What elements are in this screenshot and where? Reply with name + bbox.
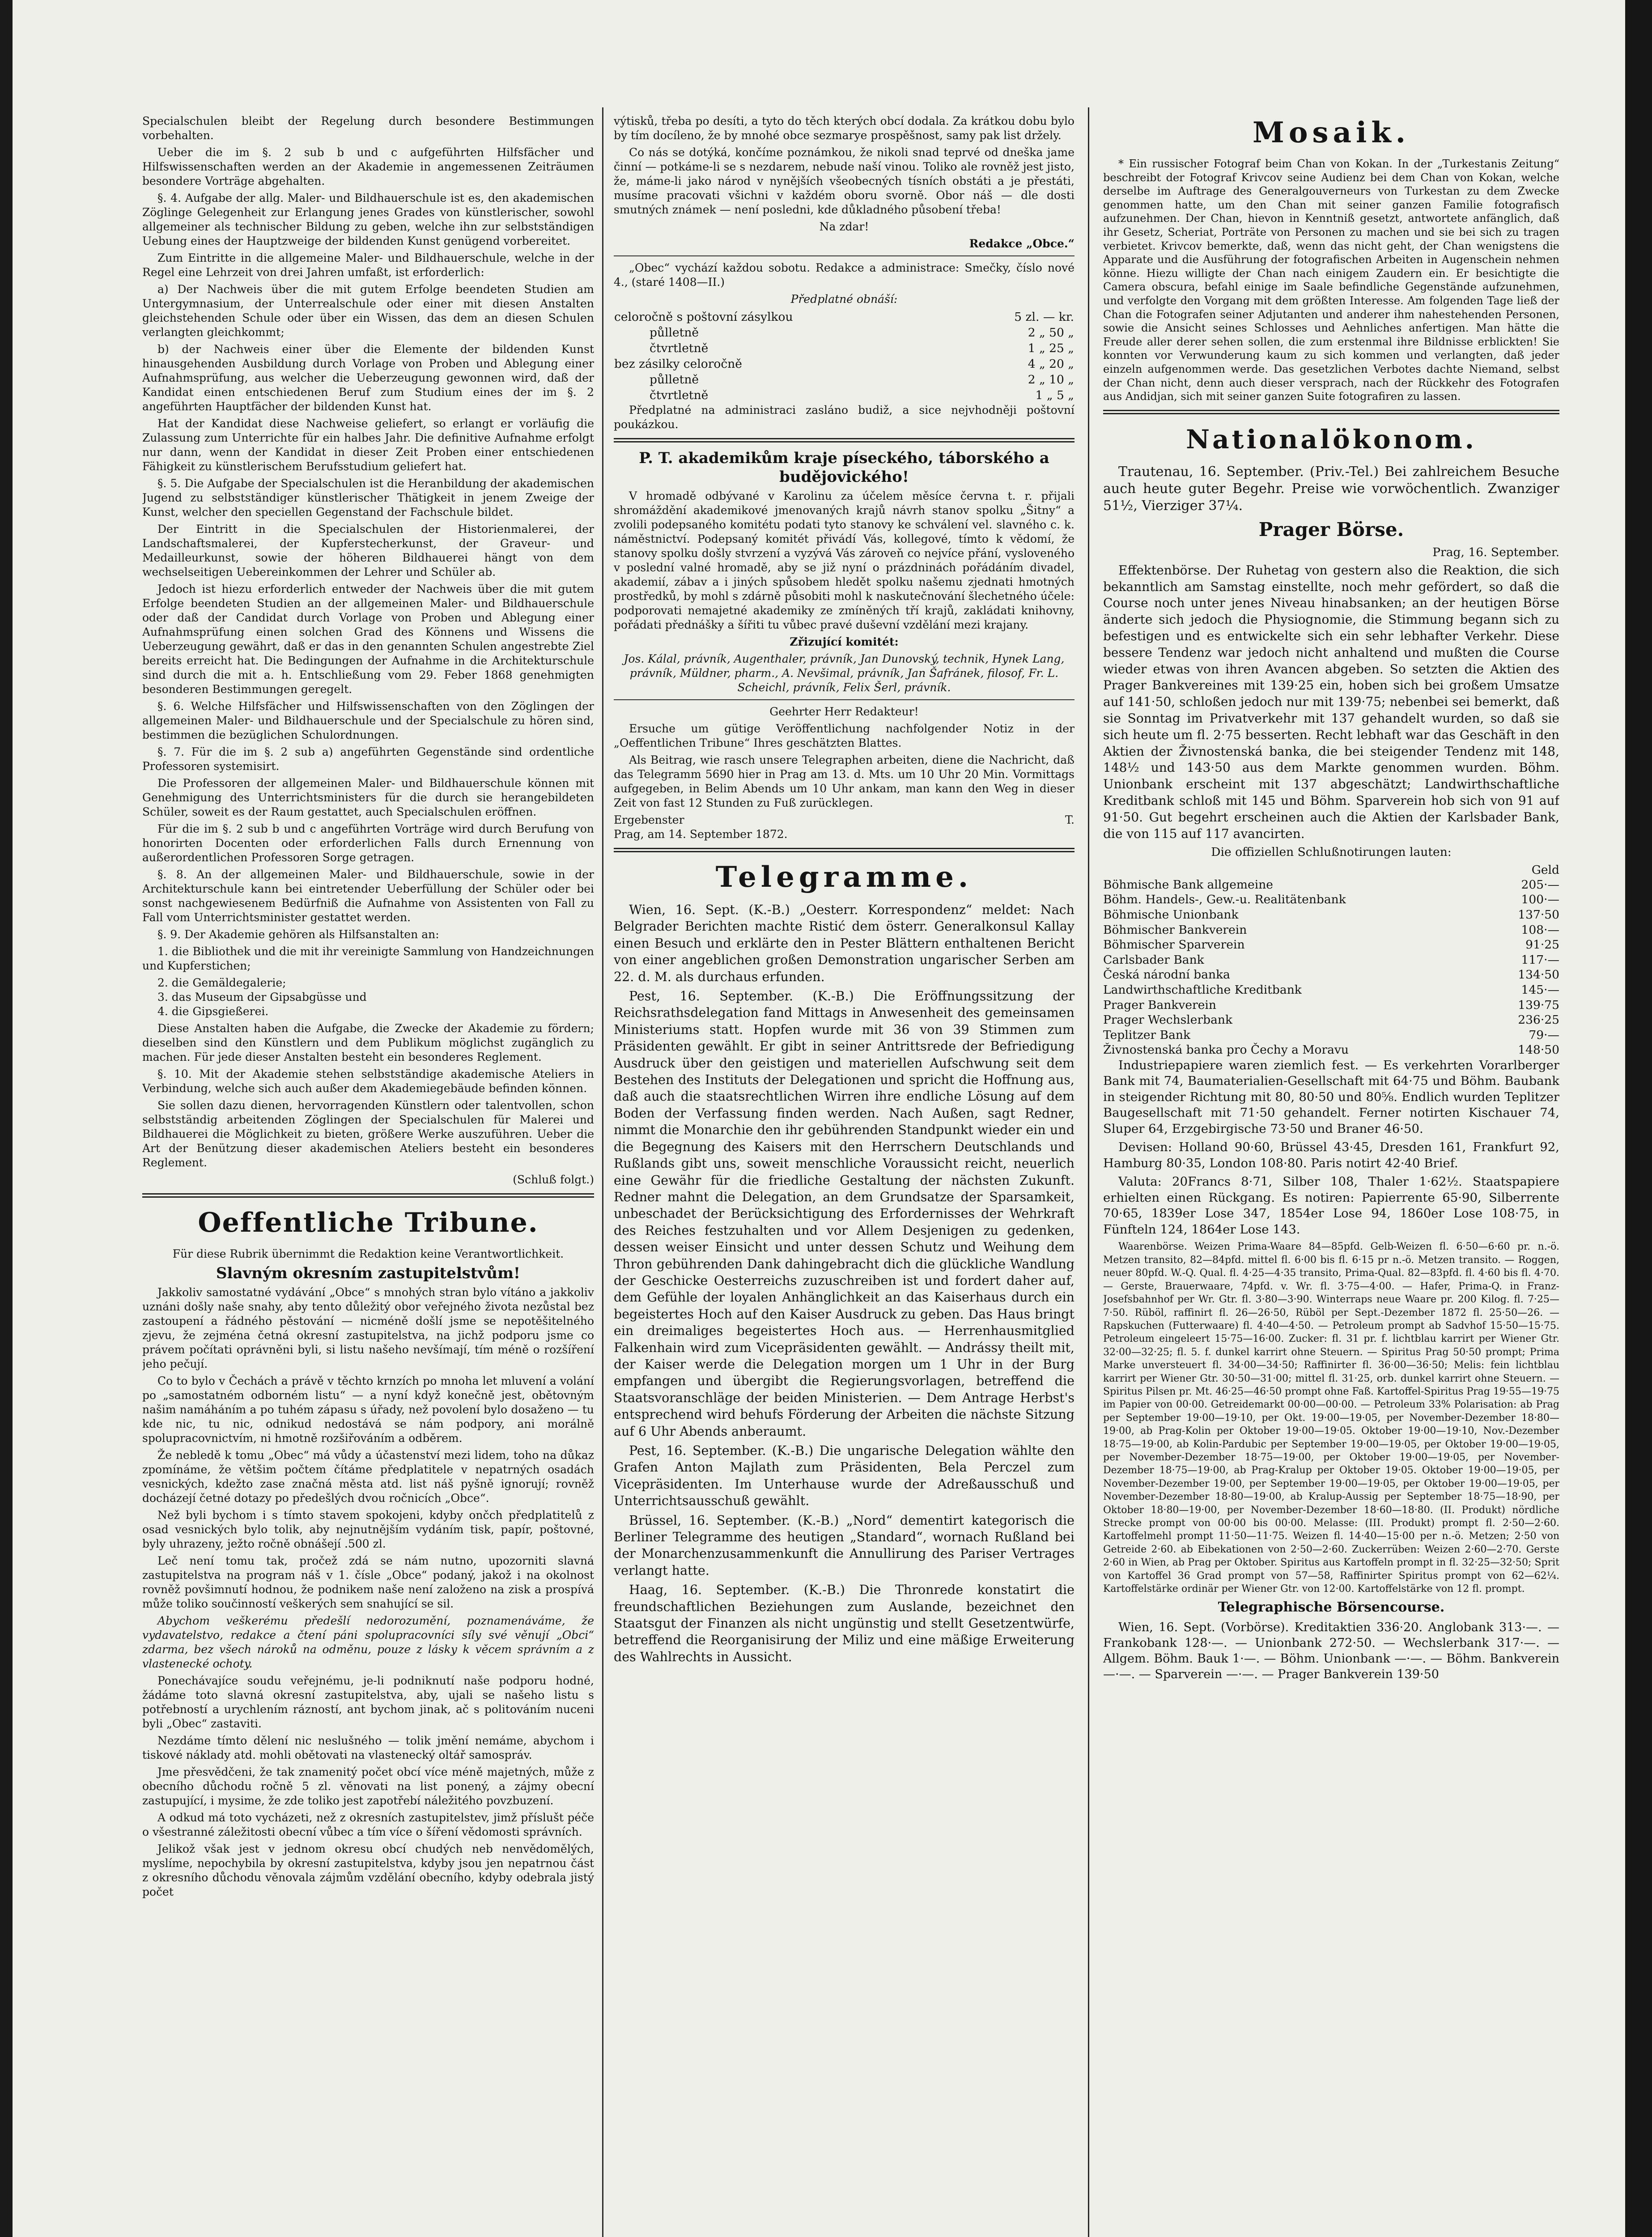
statute-para: Der Eintritt in die Specialschulen der Historienmalerei, der Landschaftsmalerei, der Kupferstecherkunst, der Graveur- und Medailleurkunst, sowie der höheren Bildhauerei hängt von dem wechselseitigen Uebereinkommen der Lehrer und Schüler ab. <box>142 523 594 578</box>
statute-para: §. 5. Die Aufgabe der Specialschulen ist die Heranbildung der akademischen Jugend zu selbstständiger künstlerischer Thätigkeit in jenem Zweige der Kunst, welcher den speciellen Gegenstand der Fachschule bildet. <box>142 477 594 519</box>
slavnym-para: Jakkoliv samostatné vydávání „Obce“ s mnohých stran bylo vítáno a jakkoliv uznáni došly naše snahy, aby tento důležitý obor veřejného života nezůstal bez zastoupení a řádného pěstování — nicméně došlí jsme se nepotěšitelného zjevu, že zejména četná okresní zastupitelstva, na jichž podporu jsme co právem počítati oprávněni byli, si listu našeho nevšímají, tím méně o rozšíření jeho pečují. <box>142 1286 594 1370</box>
mosaik-heading: Mosaik. <box>1253 116 1410 149</box>
statute-para: Jedoch ist hiezu erforderlich entweder der Nachweis über die mit gutem Erfolge beendeten Studien an der allgemeinen Maler- und Bildhauerschule oder daß der Candidat durch Vorlage von Proben und Ablegung einer Aufnahmsprüfung einen solchen Grad des Könnens und Wissens die Ueberzeugung gewährt, daß er das in den genannten Schulen angestrebte Ziel bereits erreicht hat. Die Bedingungen der Aufnahme in die Architekturschule sind durch die mit a. h. Entschließung vom 29. Feber 1868 genehmigten besonderen Bestimmungen geregelt. <box>142 583 594 696</box>
academy-statute-text <box>142 114 594 1187</box>
table-row: půlletně 2 „ 50 „ <box>650 326 1074 340</box>
telegram-para: Pest, 16. September. (K.-B.) Die ungarische Delegation wählte den Grafen Anton Majlath zum Präsidenten, Bela Perczel zum Vicepräsidenten. Im Unterhause wurde der Adreßausschuß und Unterrichtsausschuß gewählt. <box>614 1443 1074 1509</box>
obec-intro: výtisků, třeba po desíti, a tyto do těch kterých obcí dodala. Za krátkou dobu bylo by tím docíleno, že by mnohé obce sezmarye prospěšnost, samy pak list držely. <box>614 115 1074 142</box>
prag-dateline: Prag, 16. September. <box>1432 545 1559 559</box>
statute-para: Für die im §. 2 sub b und c angeführten Vorträge wird durch Berufung von honorirten Docenten oder erforderlichen Falls durch Ernennung von außerordentlichen Professoren Sorge getragen. <box>142 822 594 864</box>
slavnym-para: Že nebledě k tomu „Obec“ má vůdy a účastenství mezi lidem, toho na důkaz zpomínáme, že většim počtem čítáme předplatitele v nepatrných osadách vesnických, kdežto zase značná města atd. list náš pyšně ignorují; rovněž docházejí četné dotazy po předešlých dvou ročnicích „Obce“. <box>142 1449 594 1505</box>
obec-redakce-sign: Redakce „Obce.“ <box>969 237 1074 250</box>
prager-borse-heading: Prager Börse. <box>1258 518 1404 540</box>
column-rule-2 <box>1088 107 1089 2237</box>
letter-ergebenster: Ergebenster T. <box>614 813 1074 826</box>
section-divider <box>614 848 1074 852</box>
predplatne-table <box>614 309 1074 403</box>
table-row: čtvrtletně 1 „ 5 „ <box>650 388 1074 402</box>
slavnym-para: Jelikož však jest v jednom okresu obcí chudých neb nenvědomělých, myslíme, nepochybila by okresní zastupitelstva, kdyby jsou jen nepatrnou část z okresního důchodu věnovala zájmům vzdělání obecního, kdyby odebrala jistý počet <box>142 1842 594 1898</box>
predplatne-note: Předplatné na administraci zasláno budiž, a sice nejvhodněji poštovní poukázkou. <box>614 404 1074 431</box>
statute-para: §. 10. Mit der Akademie stehen selbstständige akademische Ateliers in Verbindung, welche sich auch außer dem Akademiegebäude befinden können. <box>142 1067 594 1095</box>
table-row: Böhmische Bank allgemeine 205·— <box>1103 877 1559 892</box>
telegramme-text <box>614 902 1074 1665</box>
tribune-disclaimer: Für diese Rubrik übernimmt die Redaktion keine Verantwortlichkeit. <box>172 1247 564 1260</box>
letter-salutation: Geehrter Herr Redakteur! <box>769 705 919 718</box>
letter-to-editor <box>614 705 1074 842</box>
statute-para: 2. die Gemäldegalerie; <box>157 976 286 989</box>
statute-para: a) Der Nachweis über die mit gutem Erfolge beendeten Studien am Untergymnasium, der Unterrealschule oder einer mit diesen Anstalten gleichstehenden Schule oder über ein Wissen, das dem an diesen Schulen verlangten gleichkommt; <box>142 283 594 339</box>
table-row: čtvrtletně 1 „ 25 „ <box>650 341 1074 355</box>
slavnym-para: Než byli bychom i s tímto stavem spokojeni, kdyby ončch předplatitelů z osad vesnických bylo tolik, aby nejnutnějším vydáním tisk, papír, poštovné, byly uhrazeny, ježto ročně obnášejí .500 zl. <box>142 1509 594 1550</box>
telegramme-heading: Telegramme. <box>715 860 973 894</box>
statute-para: §. 4. Aufgabe der allg. Maler- und Bildhauerschule ist es, den akademischen Zöglinge Gelegenheit zur Erlangung jenes Grades von künstlerischer, sowohl allgemeiner als technischer Bildung zu geben, welche ihn zur selbstständigen Uebung eines der Hauptzweige der bildenden Kunst genügend vorbereitet. <box>142 191 594 247</box>
statute-para: §. 7. Für die im §. 2 sub a) angeführten Gegenstände sind ordentliche Professoren systemisirt. <box>142 745 594 773</box>
statute-para: Hat der Kandidat diese Nachweise geliefert, so erlangt er vorläufig die Zulassung zum Unterrichte für ein halbes Jahr. Die definitive Aufnahme erfolgt nur dann, wenn der Kandidat in dieser Zeit Proben einer entschiedenen Fähigkeit zu künstlerischem Berufsstudium geliefert hat. <box>142 417 594 473</box>
table-row: Česká národní banka 134·50 <box>1103 968 1559 982</box>
statute-para: Die Professoren der allgemeinen Maler- und Bildhauerschule können mit Genehmigung des Unterrichtsministers für die durch sie herangebildeten Schüler, soweit es der Raum gestattet, auch Specialschulen eröffnen. <box>142 777 594 818</box>
akademikum-text <box>614 489 1074 695</box>
table-row: Živnostenská banka pro Čechy a Moravu 148·50 <box>1103 1043 1559 1057</box>
notirungen-table <box>1103 877 1559 1058</box>
slavnym-para: Jme přesvědčeni, že tak znamenitý počet obcí více méně majetných, může z obecního důchodu ročně 5 zl. věnovati na list ponený, a zájmy obecní zastupující, i mysime, že zde toliko jest zapotřebí náležitého povzbuzení. <box>142 1765 594 1807</box>
statute-para: §. 8. An der allgemeinen Maler- und Bildhauerschule, sowie in der Architekturschule kann bei eintretender Ueberfüllung der Schüler oder bei sonst nachgewiesenem Bedürfniß die Aufnahme von Assistenten von Fall zu Fall vom Unterrichtsminister gestattet werden. <box>142 868 594 924</box>
divider <box>614 699 1074 700</box>
telegram-para: Haag, 16. September. (K.-B.) Die Thronrede konstatirt die freundschaftlichen Beziehungen zum Auslande, bezeichnet den Staatsgut der Finanzen als nicht ungünstig und stellt Gesetzentwürfe, betreffend die Reorganisirung der Miliz und eine mäßige Erweiterung des Wahlrechts in Aussicht. <box>614 1582 1074 1664</box>
section-divider <box>142 1193 594 1198</box>
industriepapiere-para: Industriepapiere waren ziemlich fest. — Es verkehrten Vorarlberger Bank mit 74, Baumaterialien-Gesellschaft mit 64·75 und Böhm. Baubank in steigender Richtung mit 80, 80·50 und 80⅝. Endlich wurden Teplitzer Baugesellschaft mit 71·50 gehandelt. Ferner notirten Kischauer 74, Sluper 64, Erzgebirgische 73·50 und Braner 46·50. <box>1103 1058 1559 1136</box>
mosaik-text <box>1103 157 1559 404</box>
statute-para: Ueber die im §. 2 sub b und c aufgeführten Hilfsfächer und Hilfswissenschaften werden an der Akademie in angemessenen Zeiträumen besondere Vorträge abgehalten. <box>142 146 594 187</box>
telegram-para: Brüssel, 16. September. (K.-B.) „Nord“ dementirt kategorisch die Berliner Telegramme des heutigen „Standard“, wornach Rußland bei der Monarchenzusammenkunft die Annullirung des Pariser Vertrages verlangt hatte. <box>614 1513 1074 1578</box>
table-row: Carlsbader Bank 117·— <box>1103 953 1559 967</box>
statute-para: Zum Eintritte in die allgemeine Maler- und Bildhauerschule, welche in der Regel eine Lehrzeit von drei Jahren umfaßt, ist erforderlich: <box>142 251 594 279</box>
statute-para: 3. das Museum der Gipsabgüsse und <box>157 991 367 1004</box>
statute-para: Diese Anstalten haben die Aufgabe, die Zwecke der Akademie zu fördern; dieselben sind den Künstlern und dem Publikum möglichst zugänglich zu machen. Für jede dieser Anstalten besteht ein besonderes Reglement. <box>142 1022 594 1063</box>
effektenborse-para: Effektenbörse. Der Ruhetag von gestern also die Reaktion, die sich bekanntlich am Samstag einstellte, noch mehr gefördert, so daß die Course noch unter jenes Niveau hinabsanken; an der heutigen Börse änderte sich jedoch die Physiognomie, die Stimmung begann sich zu befestigen und es entwickelte sich ein sehr lebhafter Verkehr. Diese bessere Tendenz war jedoch nicht anhaltend und mußten die Course wieder etwas von ihren Avancen abgeben. So setzten die Aktien des Prager Bankvereines mit 139·25 ein, hoben sich bei großem Umsatze auf 141·50, schloßen jedoch nur mit 139·75; nebenbei sei bemerkt, daß sie Sonntag im Privatverkehr mit 137 gehandelt wurden, so daß sie sich heute um fl. 2·75 besserten. Recht lebhaft war das Geschäft in den Aktien der Živnostenská banka, die bei steigender Tendenz mit 148, 148½ und 143·50 aus dem Markte genommen wurden. Böhm. Unionbank erscheint mit 137 abgeschätzt; Landwirthschaftliche Kreditbank schloß mit 145 und Böhm. Sparverein hob sich von 91 auf 91·50. Gut begehrt erscheinen auch die Aktien der Karlsbader Bank, die von 115 auf 117 avancirten. <box>1103 562 1559 841</box>
table-row: Prager Bankverein 139·75 <box>1103 998 1559 1012</box>
section-divider <box>614 438 1074 442</box>
letter-signature: T. <box>1065 813 1074 826</box>
na-zdar: Na zdar! <box>819 220 869 233</box>
telegraph-borse-heading: Telegraphische Börsencourse. <box>1218 1599 1445 1616</box>
table-row: celoročně s poštovní zásylkou 5 zl. — kr. <box>614 310 1074 324</box>
obec-info: „Obec“ vychází každou sobotu. Redakce a administrace: Smečky, číslo nové 4., (staré 1408—II.) <box>614 261 1074 289</box>
table-row: Böhmischer Bankverein 108·— <box>1103 923 1559 937</box>
divider <box>614 255 1074 256</box>
statute-para: 4. die Gipsgießerei. <box>157 1005 269 1018</box>
akademikum-heading: P. T. akademikům kraje píseckého, táborského a budějovického! <box>639 449 1049 486</box>
slavnym-text <box>142 1285 594 1899</box>
column-1 <box>142 114 594 2237</box>
table-row: Böhmische Unionbank 137·50 <box>1103 908 1559 922</box>
table-row: Böhmischer Sparverein 91·25 <box>1103 938 1559 952</box>
to-be-continued: (Schluß folgt.) <box>513 1173 594 1186</box>
valuta-para: Valuta: 20Francs 8·71, Silber 108, Thaler 1·62½. Staatspapiere erhielten einen Rückgang. Es notiren: Papierrente 65·90, Silberrente 70·65, 1839er Lose 347, 1854er Lose 94, 1860er Lose 108·75, in Fünfteln 124, 1864er Lose 143. <box>1103 1174 1559 1237</box>
komitet-names: Jos. Kálal, právník, Augenthaler, právník, Jan Dunovský, technik, Hynek Lang, právník, Müldner, pharm., A. Nevšimal, právník, Jan Šafránek, filosof, Fr. L. Scheichl, právník, Felix Šerl, právník. <box>624 652 1065 694</box>
letter-date: Prag, am 14. September 1872. <box>614 828 788 841</box>
slavnym-para: Leč není tomu tak, pročež zdá se nám nutno, upozorniti slavná zastupitelstva na program náš v 1. čísle „Obce“ podaný, jakož i na okolnost rovněž povšimnutí hodnou, že podnikem naše není založeno na zisk a prospívá může toliko součinností veškerých sem snahující se sil. <box>142 1554 594 1610</box>
statute-para: §. 9. Der Akademie gehören als Hilfsanstalten an: <box>157 928 439 941</box>
letter-para: Ersuche um gütige Veröffentlichung nachfolgender Notiz in der „Oeffentlichen Tribune“ Ihres geschätzten Blattes. <box>614 722 1074 749</box>
nationalokonom-heading: Nationalökonom. <box>1186 424 1477 455</box>
komitet-heading: Zřizující komitét: <box>790 635 899 648</box>
statute-para: Sie sollen dazu dienen, hervorragenden Künstlern oder talentvollen, schon selbstständig arbeitenden Zöglingen der Specialschulen für Malerei und Bildhauerei die Möglichkeit zu bieten, größere Werke auszuführen. Ueber die Art der Benützung dieser akademischen Ateliers besteht ein besonderes Reglement. <box>142 1099 594 1169</box>
tribune-heading: Oeffentliche Tribune. <box>198 1207 539 1238</box>
telegram-para: Wien, 16. Sept. (K.-B.) „Oesterr. Korrespondenz“ meldet: Nach Belgrader Berichten machte Ristić dem österr. Generalkonsul Kallay einen Besuch und erklärte den in Pester Blättern enthaltenen Bericht von einer angeblichen großen Demonstration ungarischer Serben am 22. d. M. als durchaus erfunden. <box>614 902 1074 984</box>
slavnym-para: Abychom veškerému předešlí nedorozumění, poznamenáváme, že vydavatelstvo, redakce a čtení páni spolupracovníci síly své věnují „Obci“ zdarma, bez všech nároků na odměnu, pouze z lásky k věcem správním a z vlastenecké ochoty. <box>142 1614 594 1670</box>
table-row: bez zásilky celoročně 4 „ 20 „ <box>614 357 1074 371</box>
trautenau-report: Trautenau, 16. September. (Priv.-Tel.) Bei zahlreichem Besuche auch heute guter Begehr. Preise wie vorwöchentlich. Zwanziger 51½, Vierziger 37¼. <box>1103 464 1559 514</box>
wien-course-para: Wien, 16. Sept. (Vorbörse). Kreditaktien 336·20. Anglobank 313·—. — Frankobank 128·—. — Unionbank 272·50. — Wechslerbank 317·—. — Allgem. Böhm. Bauk 1·—. — Böhm. Unionbank —·—. — Böhm. Bankverein —·—. — Sparverein —·—. — Prager Bankverein 139·50 <box>1103 1620 1559 1682</box>
telegram-para: Pest, 16. September. (K.-B.) Die Eröffnungssitzung der Reichsrathsdelegation fand Mittags in Anwesenheit des gemeinsamen Ministeriums statt. Hopfen wurde mit 36 von 39 Stimmen zum Präsidenten gewählt. Er gibt in seiner Antrittsrede der Befriedigung Ausdruck über den geistigen und materiellen Aufschwung seit dem Bestehen des Instituts der Delegationen und spricht die Hoffnung aus, daß auch die staatsrechtlichen Wirren ihre endliche Lösung auf dem Boden der Verfassung finden werden. Nach Außen, sagt Redner, nimmt die Monarchie den ihr gebührenden Standpunkt wieder ein und die Begegnung des Kaisers mit den Herrschern Deutschlands und Rußlands gibt uns, soweit menschliche Voraussicht reicht, neuerlich eine Gewähr für die friedliche Gestaltung der nächsten Zukunft. Redner mahnt die Delegation, an dem Grundsatze der Sparsamkeit, unbeschadet der Berücksichtigung des Erfordernisses der Wehrkraft des Reiches festzuhalten und vor Allem Desjenigen zu gedenken, dessen weiser Einsicht und unter dessen Schutz und Weihung dem Thron gebührenden Dank dahingebracht dich die glückliche Wandlung der Geschicke Oesterreichs zuzuschreiben ist und fordert daher auf, dem Gefühle der loyalen Anhänglichkeit an das Kaiserhaus durch ein begeistertes Hoch auf den Kaiser Ausdruck zu geben. Das Haus bringt ein dreimaliges begeistertes Hoch aus. — Herrenhausmitglied Falkenhain wird zum Vicepräsidenten gewählt. — Andrássy theilt mit, der Kaiser werde die Delegation morgen um 1 Uhr in der Burg empfangen und übergibt die Regierungsvorlagen, betreffend die Staatsvoranschläge der beiden Ministerien. — Dem Antrage Herbst's entsprechend wird behufs Förderung der Arbeiten die nächste Sitzung auf 6 Uhr Abends anberaumt. <box>614 989 1074 1439</box>
obec-intro-2: Co nás se dotýká, končíme poznámkou, že nikoli snad teprvé od dneška jame činní — potkáme-li se s nezdarem, nebude naší vinou. Toliko ale rovněž jest jisto, že, máme-li jako národ v nynějších všeobecných tísních obstáti a je přestáti, musíme pracovati všichni v každém oboru svorně. Obor náš — dle dosti smutných známek — není posledni, kde důkladného působení třeba! <box>614 146 1074 216</box>
page-edge-left <box>0 0 13 2237</box>
geld-label: Geld <box>1531 863 1559 877</box>
table-row: Böhm. Handels-, Gew.-u. Realitätenbank 100·— <box>1103 893 1559 907</box>
column-3 <box>1103 114 1559 2237</box>
slavnym-para: Co to bylo v Čechách a právě v těchto krnzích po mnoha let mluvení a volání po „samostatném odborném listu“ — a nyní když konečně jest, obětovným našim namáháním a po tuhém zápasu s úřady, než povolení bylo dosaženo — tu kde nic, tu nic, odnikud nedostává se nám podpory, ani morálně spolupracovnictvím, ni hmotně rozšiřováním a odběrem. <box>142 1374 594 1445</box>
slavnym-para: A odkud má toto vycházeti, než z okresních zastupitelstev, jimž příslušt péče o všestranné záležitosti obecní vůbec a tím více o šíření vědomosti správních. <box>142 1811 594 1838</box>
slavnym-para: Ponechávajíce soudu veřejnému, je-li podniknutí naše podporu hodné, žádáme toto slavná okresní zastupitelstva, aby, ujali se našeho listu s potřebností a urychlením rázností, ant bychom jinak, ač s politováním nuceni byli „Obec“ zastaviti. <box>142 1674 594 1730</box>
statute-para: b) der Nachweis einer über die Elemente der bildenden Kunst hinausgehenden Ausbildung durch Vorlage von Proben und Ablegung einer Aufnahmsprüfung, aus welcher die Ueberzeugung gewonnen wird, daß der Kandidat einen entschiedenen Beruf zum Studium eines der im §. 2 angeführten Hauptfächer der bildenden Kunst hat. <box>142 343 594 413</box>
notirungen-heading: Die offiziellen Schlußnotirungen lauten: <box>1211 845 1452 859</box>
letter-para: Als Beitrag, wie rasch unsere Telegraphen arbeiten, diene die Nachricht, daß das Telegramm 5690 hier in Prag am 13. d. Mts. um 10 Uhr 20 Min. Vormittags aufgegeben, in Belim Abends um 10 Uhr ankam, man kann den Weg in dieser Zeit von fast 12 Stunden zu Fuß zurücklegen. <box>614 753 1074 809</box>
akademikum-para: V hromadě odbývané v Karolinu za účelem měsíce června t. r. přijali shromáždění akademikové jmenovaných krajů návrh stanov spolku „Šitny“ a zvolili podepsaného komitétu podati tyto stanovy ke schválení vel. slavného c. k. náměstnictví. Podepsaný komitét přivádí Vás, kollegové, tímto k vědomí, že stanovy spolku došly stvrzení a vyzývá Vás zároveň co nejvíce přání, vysloveného v poslední valné hromadě, aby se již nyní o prázdninách pořádáním divadel, akademií, zábav a i jiných spůsobem hledět spolku našemu zjednati hmotných prostředků, by mohl s zdárně působiti mohl k naskutečnování šlechetného účele: podporovati nemajetné akademiky ze zmíněných tří krajů, zakládati knihovny, pořádati přednášky a šířiti tu vůbec pravé duševní vzdělání mezi krajany. <box>614 489 1074 631</box>
obec-subscription <box>614 261 1074 432</box>
statute-para: 1. die Bibliothek und die mit ihr vereinigte Sammlung von Handzeichnungen und Kupferstichen; <box>142 945 594 972</box>
page-edge-right <box>1625 0 1652 2237</box>
table-row: Prager Wechslerbank 236·25 <box>1103 1013 1559 1027</box>
table-row: Landwirthschaftliche Kreditbank 145·— <box>1103 983 1559 997</box>
mosaik-para: * Ein russischer Fotograf beim Chan von Kokan. In der „Turkestanis Zeitung“ beschreibt der Fotograf Krivcov seine Audienz bei dem Chan von Kokan, welche derselbe im Auftrage des Generalgouverneurs von Turkestan zu dem Zwecke genommen hatte, um den Chan mit seiner ganzen Familie fotografisch aufzunehmen. Der Chan, hievon in Kenntniß gesetzt, antwortete anfänglich, daß ihr Gesetz, Scheriat, Porträte von Personen zu machen und sie bei sich zu tragen verbietet. Krivcov bemerkte, daß, wenn das nicht geht, der Chan wenigstens die Apparate und die Ausführung der fotografischen Arbeiten in Augenschein nehmen könne. Hiezu willigte der Chan nach einigem Zaudern ein. Er besichtigte die Camera obscura, befahl einige im Saale befindliche Gegenstände aufzunehmen, und verfolgte den Vorgang mit dem größten Interesse. Am folgenden Tage ließ der Chan die Fotografen seiner Adjutanten und anderer ihm nahestehenden Personen, sowie die Ansicht seines Schlosses und Aehnliches anfertigen. Man hätte die Freude aller derer sehen sollen, die zum erstenmal ihre Bildnisse erblickten! Sie konnten vor Verwunderung kaum zu sich kommen und verlangten, daß jeder einzeln aufgenommen werde. Das gesetzlichen Verbotes dachte Niemand, selbst der Chan nicht, denn auch dieser versprach, nach der Rückkehr des Fotografen aus Andidjan, sich mit seiner ganzen Suite fotografiren zu lassen. <box>1103 157 1559 403</box>
waarenborse-para: Waarenbörse. Weizen Prima-Waare 84—85pfd. Gelb-Weizen fl. 6·50—6·60 pr. n.-ö. Metzen transito, 82—84pfd. mittel fl. 6·00 bis fl. 6·15 pr n.-ö. Metzen transito. — Roggen, neuer 80pfd. W.-Q. Qual. fl. 4·25—4·35 transito, Prima-Qual. 82—83pfd. fl. 4·60 bis fl. 4·70. — Gerste, Brauerwaare, 74pfd. v. Wr. fl. 3·75—4·00. — Hafer, Prima-Q. in Franz-Josefsbahnhof per Wr. Gtr. fl. 3·80—3·90. Winterraps neue Waare pr. 200 Kilog. fl. 7·25—7·50. Rüböl, raffinirt fl. 26—26·50, Rüböl per Sept.-Dezember 1872 fl. 25·50—26. — Rapskuchen (Futterwaare) fl. 4·40—4·50. — Petroleum prompt ab Sadvhof 15·50—15·75. Petroleum eingeleert 15·75—16·00. Zucker: fl. 31 pr. f. lichtblau karrirt per Wiener Gtr. 32·00—32·25; fl. 5. f. dunkel karrirt ohne Steuern. — Spiritus Prag 50·50 prompt; Prima Marke unversteuert fl. 34·00—34·50; Raffinirter fl. 36·00—36·50; Melis: fein lichtblau karrirt per Wiener Gtr. 30·50—31·00; mittel fl. 31·25, orb. dunkel karrirt ohne Steuern. — Spiritus Pilsen pr. Mt. 46·25—46·50 prompt ohne Faß. Kartoffel-Spiritus Prag 19·55—19·75 im Papier von 00·00. Getreidemarkt 00·00—00·00. — Petroleum 33% Polarisation: ab Prag per September 19·00—19·10, per Okt. 19·00—19·05, per November-Dezember 18·80—19·00, ab Prag-Kolin per Oktober 19·00—19·05. Oktober 19·00—19·10, Nov.-Dezember 18·75—19·00, ab Kolin-Pardubic per September 19·00—19·05, per Oktober 19·00—19·05, per November-Dezember 18·75—19·00, per Oktober 19·00—19·05, per November-Dezember 18·75—19·00, ab Prag-Kralup per Oktober 19·05. Oktober 19·00—19·05, per November-Dezember 19·00, per September 19·00—19·05, per Oktober 19·00—19·05, per November-Dezember 18·80—19·00, ab Kralup-Aussig per September 18·75—18·90, per Oktober 18·80—19·00, per November-Dezember 18·60—18·80. (II. Produkt) nördliche Strecke prompt von 00·00 bis 00·00. Melasse: (III. Produkt) prompt fl. 2·50—2·60. Kartoffelmehl prompt 11·50—11·75. Weizen fl. 14·40—15·00 per n.-ö. Metzen; 2·50 von Getreide 2·60. ab Eibekationen von 2·50—2·60. Zuckerrüben: Weizen 2·60—2·70. Gerste 2·60 in Wien, ab Prag per Oktober. Spiritus aus Kartoffeln prompt in fl. 32·25—32·50; Sprit von Kartoffel 36 Grad prompt von 57—58, Raffinirter Spiritus prompt von 62—62¼. Kartoffelstärke ordinär per Wiener Gtr. von 12·00. Kartoffelstärke von 12 fl. prompt. <box>1103 1241 1559 1595</box>
section-divider <box>1103 410 1559 414</box>
devisen-para: Devisen: Holland 90·60, Brüssel 43·45, Dresden 161, Frankfurt 92, Hamburg 80·35, London 108·80. Paris notirt 42·40 Brief. <box>1103 1140 1559 1170</box>
obec-text <box>614 114 1074 251</box>
slavnym-heading: Slavným okresním zastupitelstvům! <box>216 1264 520 1282</box>
table-row: půlletně 2 „ 10 „ <box>650 373 1074 387</box>
slavnym-para: Nezdáme tímto dělení nic neslušného — tolik jmění nemáme, abychom i tiskové náklady atd. mohli obětovati na vlastenecký oltář samospráv. <box>142 1734 594 1761</box>
statute-para: Specialschulen bleibt der Regelung durch besondere Bestimmungen vorbehalten. <box>142 115 594 142</box>
statute-para: §. 6. Welche Hilfsfächer und Hilfswissenschaften von den Zöglingen der allgemeinen Maler- und Bildhauerschule und der Specialschule zu hören sind, bestimmen die bezüglichen Schulordnungen. <box>142 700 594 741</box>
column-rule-1 <box>602 107 603 2237</box>
predplatne-heading: Předplatné obnáší: <box>790 293 898 306</box>
table-row: Teplitzer Bank 79·— <box>1103 1028 1559 1042</box>
column-2 <box>614 114 1074 2237</box>
